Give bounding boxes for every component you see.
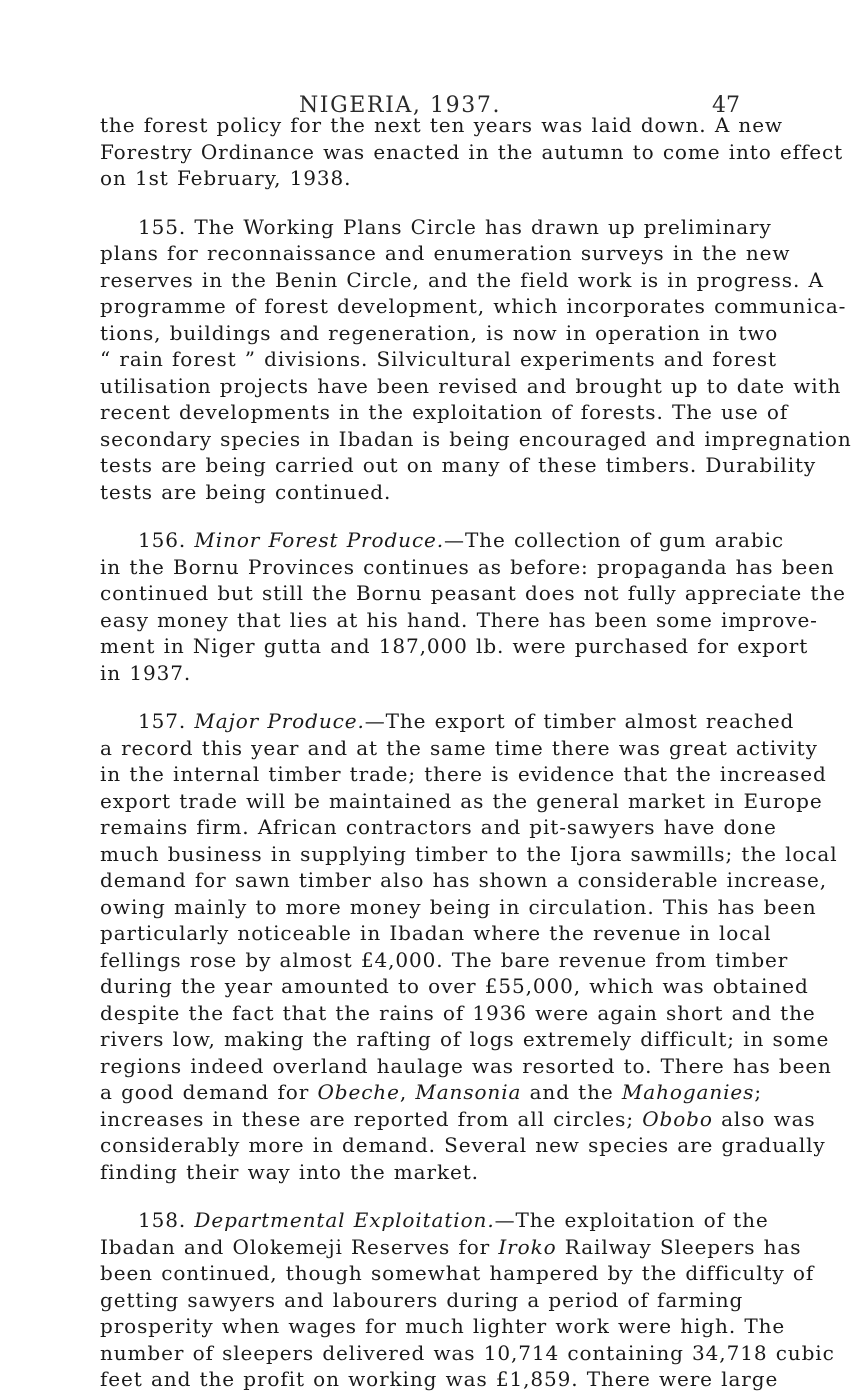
section-title: Departmental Exploitation.	[194, 1208, 495, 1232]
text-line: fellings rose by almost £4,000. The bare revenue from timber	[100, 947, 789, 972]
text-line: owing mainly to more money being in circulation. This has been	[100, 894, 817, 919]
text-line: tions, buildings and regeneration, is now in operation in two	[100, 320, 779, 345]
text-line: 155. The Working Plans Circle has drawn up preliminary	[138, 214, 772, 239]
text-line: continued but still the Bornu peasant does not fully appreciate the	[100, 581, 846, 605]
text-fragment: ;	[754, 1080, 762, 1104]
paragraph-heading-line	[100, 708, 795, 735]
text-fragment: Ibadan and Olokemeji Reserves for	[100, 1234, 499, 1259]
section-text: —The exploitation of the	[494, 1208, 769, 1232]
text-fragment: ,	[399, 1080, 416, 1104]
paragraph-heading-line	[100, 1207, 769, 1234]
text-line: easy money that lies at his hand. There has been some improve-	[100, 607, 818, 632]
timber-species-name: Iroko	[498, 1234, 557, 1259]
text-line: prosperity when wages for much lighter work were high. The	[100, 1314, 786, 1338]
text-line: despite the fact that the rains of 1936 were again short and the	[100, 1000, 816, 1025]
text-fragment: a good demand for	[100, 1080, 318, 1104]
text-line: tests are being continued.	[100, 479, 392, 504]
section-title: Major Produce.	[194, 709, 365, 733]
text-line: tests are being carried out on many of these timbers. Durability	[100, 453, 817, 477]
text-line	[100, 1234, 802, 1261]
running-head	[0, 55, 800, 118]
text-line: reserves in the Benin Circle, and the field work is in progress. A	[100, 267, 824, 292]
text-line: ment in Niger gutta and 187,000 lb. were purchased for export	[100, 634, 809, 658]
timber-species-name: Mahoganies	[621, 1080, 755, 1104]
text-line: remains firm. African contractors and pit-sawyers have done	[100, 815, 777, 839]
text-line: demand for sawn timber also has shown a considerable increase,	[100, 868, 828, 892]
text-line	[100, 1079, 762, 1106]
text-fragment: Railway Sleepers has	[556, 1234, 802, 1259]
text-line: number of sleepers delivered was 10,714 containing 34,718 cubic	[100, 1340, 835, 1365]
text-line: rivers low, making the rafting of logs extremely difficult; in some	[100, 1027, 830, 1051]
timber-species-name: Mansonia	[415, 1080, 522, 1104]
text-line: programme of forest development, which incorporates communica-	[100, 294, 847, 318]
body-text	[100, 112, 852, 1393]
section-text: —The export of timber almost reached	[364, 709, 795, 733]
text-fragment: also was	[712, 1106, 816, 1131]
text-line: export trade will be maintained as the general market in Europe	[100, 788, 823, 813]
text-line: the forest policy for the next ten years was laid down. A new	[100, 113, 783, 137]
text-line: considerably more in demand. Several new species are gradually	[100, 1133, 826, 1157]
text-line: during the year amounted to over £55,000, which was obtained	[100, 974, 809, 998]
text-line: finding their way into the market.	[100, 1159, 479, 1184]
section-title: Minor Forest Produce.	[194, 528, 445, 552]
text-line: regions indeed overland haulage was resorted to. There has been	[100, 1053, 832, 1078]
text-line: in 1937.	[100, 660, 192, 685]
text-line: utilisation projects have been revised and brought up to date with	[100, 373, 842, 398]
page-number: 47	[712, 93, 740, 118]
text-line: Forestry Ordinance was enacted in the autumn to come into effect	[100, 139, 844, 164]
text-line: a record this year and at the same time there was great activity	[100, 735, 818, 760]
text-line: feet and the profit on working was £1,859. There were large	[100, 1367, 779, 1391]
text-line: been continued, though somewhat hampered by the difficulty of	[100, 1261, 815, 1285]
text-line: on 1st February, 1938.	[100, 166, 352, 190]
text-line: recent developments in the exploitation of forests. The use of	[100, 400, 789, 424]
section-number: 157.	[138, 709, 187, 733]
text-fragment: increases in these are reported from all circles;	[100, 1106, 643, 1131]
paragraph-heading-line	[100, 527, 784, 554]
text-line: particularly noticeable in Ibadan where the revenue in local	[100, 921, 772, 945]
text-line: in the internal timber trade; there is evidence that the increased	[100, 762, 827, 786]
text-line: plans for reconnaissance and enumeration surveys in the new	[100, 241, 791, 265]
text-line: secondary species in Ibadan is being encouraged and impregnation	[100, 426, 852, 451]
section-number: 156.	[138, 528, 187, 552]
section-number: 158.	[138, 1208, 187, 1232]
text-line: getting sawyers and labourers during a period of farming	[100, 1287, 744, 1312]
running-title: NIGERIA, 1937.	[298, 93, 502, 118]
text-line: in the Bornu Provinces continues as before: propaganda has been	[100, 554, 835, 579]
text-line	[100, 1106, 816, 1133]
section-text: —The collection of gum arabic	[444, 528, 784, 552]
text-line: much business in supplying timber to the Ijora sawmills; the local	[100, 841, 838, 866]
timber-species-name: Obeche	[317, 1080, 400, 1104]
text-line: “ rain forest ” divisions. Silvicultural experiments and forest	[100, 347, 777, 371]
text-fragment: and the	[521, 1080, 622, 1104]
timber-species-name: Obobo	[642, 1106, 713, 1131]
